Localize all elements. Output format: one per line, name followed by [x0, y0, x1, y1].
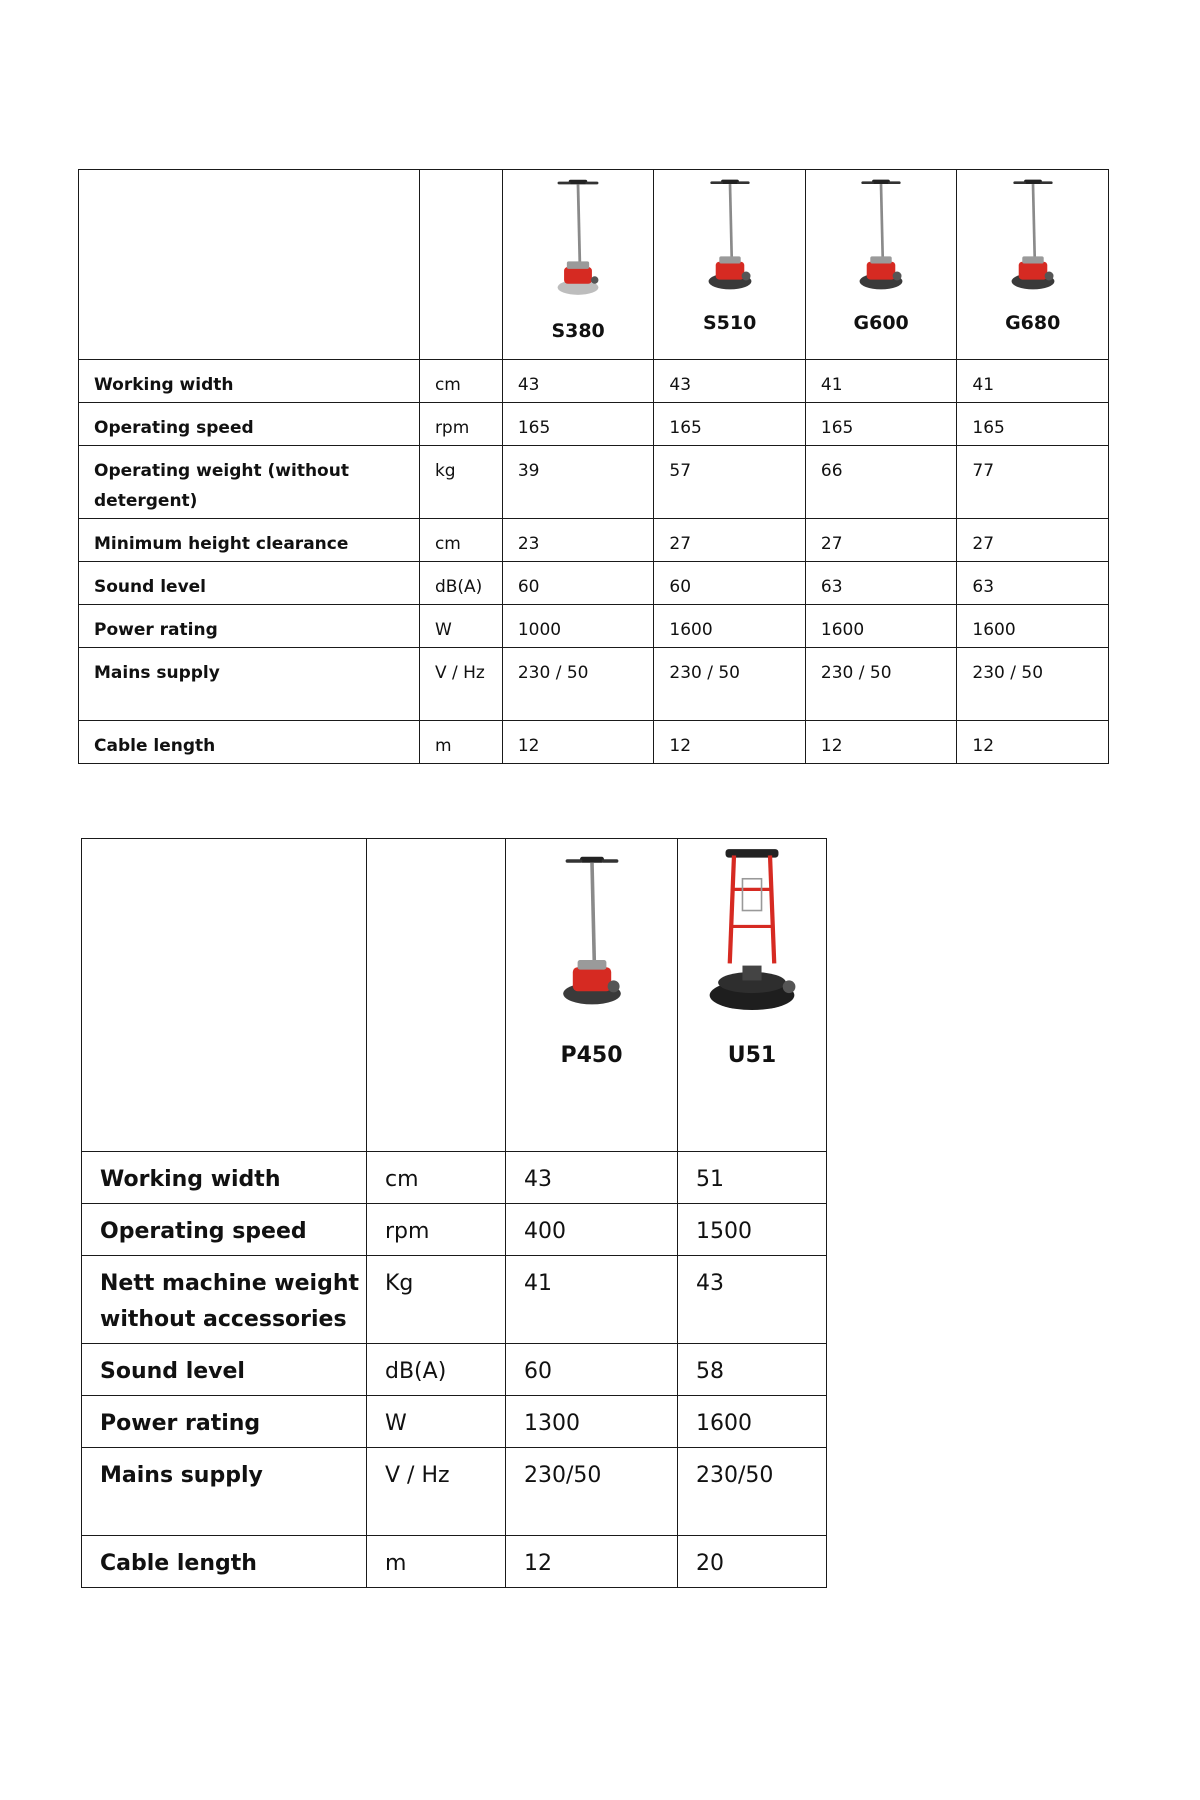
row-label: Sound level — [79, 562, 420, 605]
table-row — [82, 1152, 827, 1204]
floor-machine-u51-icon — [704, 847, 800, 1027]
row-unit: dB(A) — [367, 1344, 506, 1396]
row-unit: m — [419, 721, 502, 764]
row-value: 41 — [957, 360, 1109, 403]
table-row — [79, 403, 1109, 446]
row-value: 1600 — [654, 605, 806, 648]
row-value: 1600 — [678, 1396, 827, 1448]
row-value: 400 — [506, 1204, 678, 1256]
row-label: Operating weight (without detergent) — [79, 446, 420, 519]
row-unit: kg — [419, 446, 502, 519]
product-cell-p450 — [506, 839, 678, 1152]
row-value: 27 — [805, 519, 957, 562]
table-row — [79, 648, 1109, 721]
row-value: 63 — [805, 562, 957, 605]
product-name: P450 — [560, 1043, 623, 1068]
table-row — [82, 1344, 827, 1396]
row-value: 43 — [678, 1256, 827, 1344]
table-row — [82, 1448, 827, 1536]
header-unit-cell — [367, 839, 506, 1152]
row-label: Cable length — [82, 1536, 367, 1588]
product-name: U51 — [727, 1043, 777, 1068]
row-value: 43 — [506, 1152, 678, 1204]
row-unit: V / Hz — [367, 1448, 506, 1536]
row-value: 23 — [502, 519, 654, 562]
row-value: 77 — [957, 446, 1109, 519]
row-value: 43 — [654, 360, 806, 403]
row-value: 60 — [654, 562, 806, 605]
row-value: 165 — [805, 403, 957, 446]
row-value: 230 / 50 — [805, 648, 957, 721]
product-header-row — [82, 839, 827, 1152]
row-value: 1500 — [678, 1204, 827, 1256]
table-row — [79, 562, 1109, 605]
row-label: Nett machine weight without accessories — [82, 1256, 367, 1344]
product-name: S510 — [702, 312, 757, 334]
row-label: Power rating — [79, 605, 420, 648]
product-name: G680 — [1005, 312, 1061, 334]
product-cell-g680 — [957, 170, 1109, 360]
floor-machine-g680-icon — [1002, 176, 1064, 301]
row-unit: cm — [419, 519, 502, 562]
row-label: Minimum height clearance — [79, 519, 420, 562]
product-cell-s510 — [654, 170, 806, 360]
row-label: Operating speed — [82, 1204, 367, 1256]
table-row — [82, 1536, 827, 1588]
spec-table-high-speed-models — [81, 838, 827, 1588]
row-value: 58 — [678, 1344, 827, 1396]
row-value: 165 — [502, 403, 654, 446]
row-unit: cm — [419, 360, 502, 403]
header-empty-cell — [79, 170, 420, 360]
row-unit: m — [367, 1536, 506, 1588]
table-row — [82, 1256, 827, 1344]
row-value: 66 — [805, 446, 957, 519]
table-row — [79, 605, 1109, 648]
product-cell-g600 — [805, 170, 957, 360]
product-cell-u51 — [678, 839, 827, 1152]
row-value: 43 — [502, 360, 654, 403]
row-value: 60 — [506, 1344, 678, 1396]
row-value: 165 — [654, 403, 806, 446]
row-label: Sound level — [82, 1344, 367, 1396]
row-value: 27 — [654, 519, 806, 562]
table-row — [79, 721, 1109, 764]
row-value: 230/50 — [506, 1448, 678, 1536]
product-name: G600 — [853, 312, 909, 334]
row-label: Operating speed — [79, 403, 420, 446]
row-unit: rpm — [419, 403, 502, 446]
table-row — [79, 446, 1109, 519]
header-empty-cell — [82, 839, 367, 1152]
row-value: 230 / 50 — [502, 648, 654, 721]
row-unit: V / Hz — [419, 648, 502, 721]
row-value: 230 / 50 — [957, 648, 1109, 721]
spec-table-standard-models — [78, 169, 1109, 764]
row-unit: dB(A) — [419, 562, 502, 605]
header-unit-cell — [419, 170, 502, 360]
row-value: 12 — [502, 721, 654, 764]
row-value: 1600 — [805, 605, 957, 648]
row-value: 60 — [502, 562, 654, 605]
row-unit: W — [419, 605, 502, 648]
row-value: 230 / 50 — [654, 648, 806, 721]
row-label: Cable length — [79, 721, 420, 764]
product-name: S380 — [551, 320, 605, 342]
floor-machine-s380-icon — [550, 176, 606, 306]
row-value: 230/50 — [678, 1448, 827, 1536]
table-row — [79, 360, 1109, 403]
row-unit: cm — [367, 1152, 506, 1204]
row-value: 41 — [506, 1256, 678, 1344]
row-label: Working width — [82, 1152, 367, 1204]
row-value: 39 — [502, 446, 654, 519]
product-header-row — [79, 170, 1109, 360]
table-row — [82, 1396, 827, 1448]
row-label: Mains supply — [79, 648, 420, 721]
row-value: 12 — [654, 721, 806, 764]
row-value: 63 — [957, 562, 1109, 605]
row-label: Working width — [79, 360, 420, 403]
row-value: 27 — [957, 519, 1109, 562]
row-unit: W — [367, 1396, 506, 1448]
row-value: 41 — [805, 360, 957, 403]
row-value: 165 — [957, 403, 1109, 446]
row-value: 12 — [957, 721, 1109, 764]
row-value: 1300 — [506, 1396, 678, 1448]
row-value: 1000 — [502, 605, 654, 648]
row-unit: rpm — [367, 1204, 506, 1256]
row-value: 1600 — [957, 605, 1109, 648]
row-label: Mains supply — [82, 1448, 367, 1536]
floor-machine-g600-icon — [850, 176, 912, 301]
row-value: 57 — [654, 446, 806, 519]
row-value: 12 — [506, 1536, 678, 1588]
table-row — [79, 519, 1109, 562]
floor-machine-s510-icon — [700, 176, 760, 301]
product-cell-s380 — [502, 170, 654, 360]
row-label: Power rating — [82, 1396, 367, 1448]
row-value: 51 — [678, 1152, 827, 1204]
row-unit: Kg — [367, 1256, 506, 1344]
row-value: 20 — [678, 1536, 827, 1588]
row-value: 12 — [805, 721, 957, 764]
table-row — [82, 1204, 827, 1256]
floor-machine-p450-icon — [556, 851, 628, 1021]
